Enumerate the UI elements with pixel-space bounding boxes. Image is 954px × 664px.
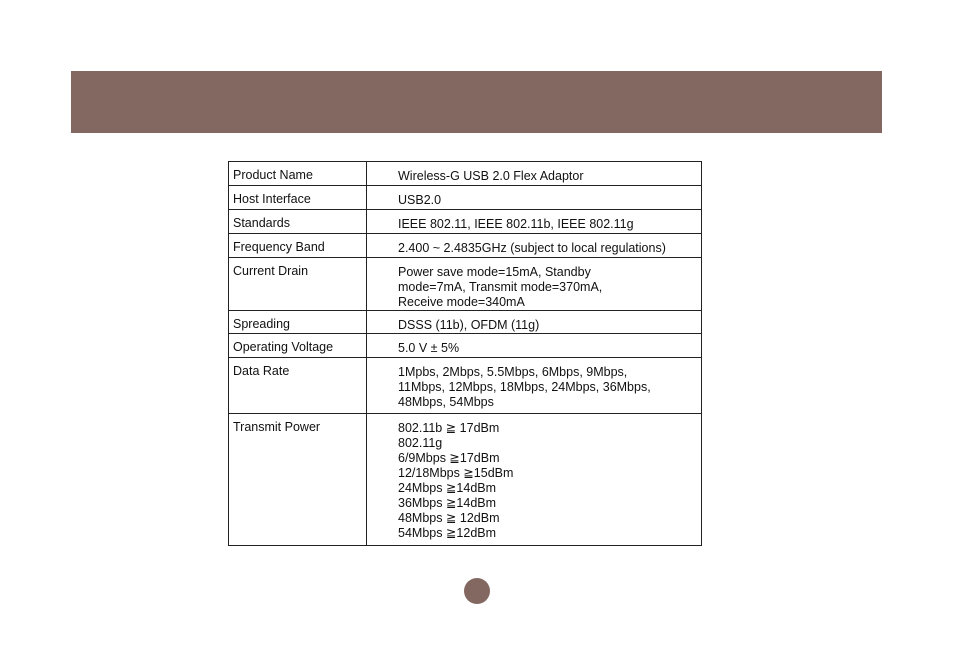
spec-value-cell (367, 334, 702, 358)
table-row (229, 234, 702, 258)
spec-label-cell (229, 358, 367, 414)
spec-label-cell (229, 311, 367, 334)
spec-label: Data Rate (233, 364, 290, 378)
header-band (71, 71, 882, 133)
spec-label-cell (229, 162, 367, 186)
spec-value: Power save mode=15mA, Standby mode=7mA, Transmit mode=370mA, Receive mode=340mA (398, 265, 603, 309)
spec-value: 1Mpbs, 2Mbps, 5.5Mbps, 6Mbps, 9Mbps, 11Mbps, 12Mbps, 18Mbps, 24Mbps, 36Mbps, 48Mbps, 54Mbps (398, 365, 651, 409)
spec-value: 2.400 ~ 2.4835GHz (subject to local regulations) (398, 241, 666, 255)
spec-value-cell (367, 358, 702, 414)
spec-label-cell (229, 234, 367, 258)
spec-label-cell (229, 258, 367, 311)
spec-label-cell (229, 186, 367, 210)
spec-label-cell (229, 210, 367, 234)
page-marker-dot (464, 578, 490, 604)
spec-value-cell (367, 162, 702, 186)
spec-value-cell (367, 186, 702, 210)
spec-label: Standards (233, 216, 290, 230)
spec-value-cell (367, 311, 702, 334)
spec-value: 5.0 V ± 5% (398, 341, 460, 355)
spec-label: Frequency Band (233, 240, 325, 254)
spec-value-cell (367, 210, 702, 234)
spec-label: Transmit Power (233, 420, 321, 434)
spec-label-cell (229, 334, 367, 358)
table-row (229, 334, 702, 358)
table-row (229, 258, 702, 311)
spec-value: 802.11b ≧ 17dBm 802.11g 6/9Mbps ≧17dBm 12/18Mbps ≧15dBm 24Mbps ≧14dBm 36Mbps ≧14dBm 48Mbps ≧ 12dBm 54Mbps ≧12dBm (398, 421, 514, 540)
spec-value-cell (367, 258, 702, 311)
spec-value-cell (367, 414, 702, 546)
table-row (229, 358, 702, 414)
spec-label-cell (229, 414, 367, 546)
specifications-table (228, 161, 702, 546)
table-row (229, 311, 702, 334)
spec-label: Operating Voltage (233, 340, 334, 354)
table-row (229, 210, 702, 234)
spec-value: USB2.0 (398, 193, 442, 207)
spec-label: Current Drain (233, 264, 309, 278)
spec-value: DSSS (11b), OFDM (11g) (398, 318, 540, 332)
table-row (229, 186, 702, 210)
spec-value-cell (367, 234, 702, 258)
table-row (229, 414, 702, 546)
spec-value: Wireless-G USB 2.0 Flex Adaptor (398, 169, 584, 183)
spec-label: Host Interface (233, 192, 311, 206)
spec-label: Product Name (233, 168, 313, 182)
spec-label: Spreading (233, 317, 290, 331)
spec-value: IEEE 802.11, IEEE 802.11b, IEEE 802.11g (398, 217, 634, 231)
table-row (229, 162, 702, 186)
